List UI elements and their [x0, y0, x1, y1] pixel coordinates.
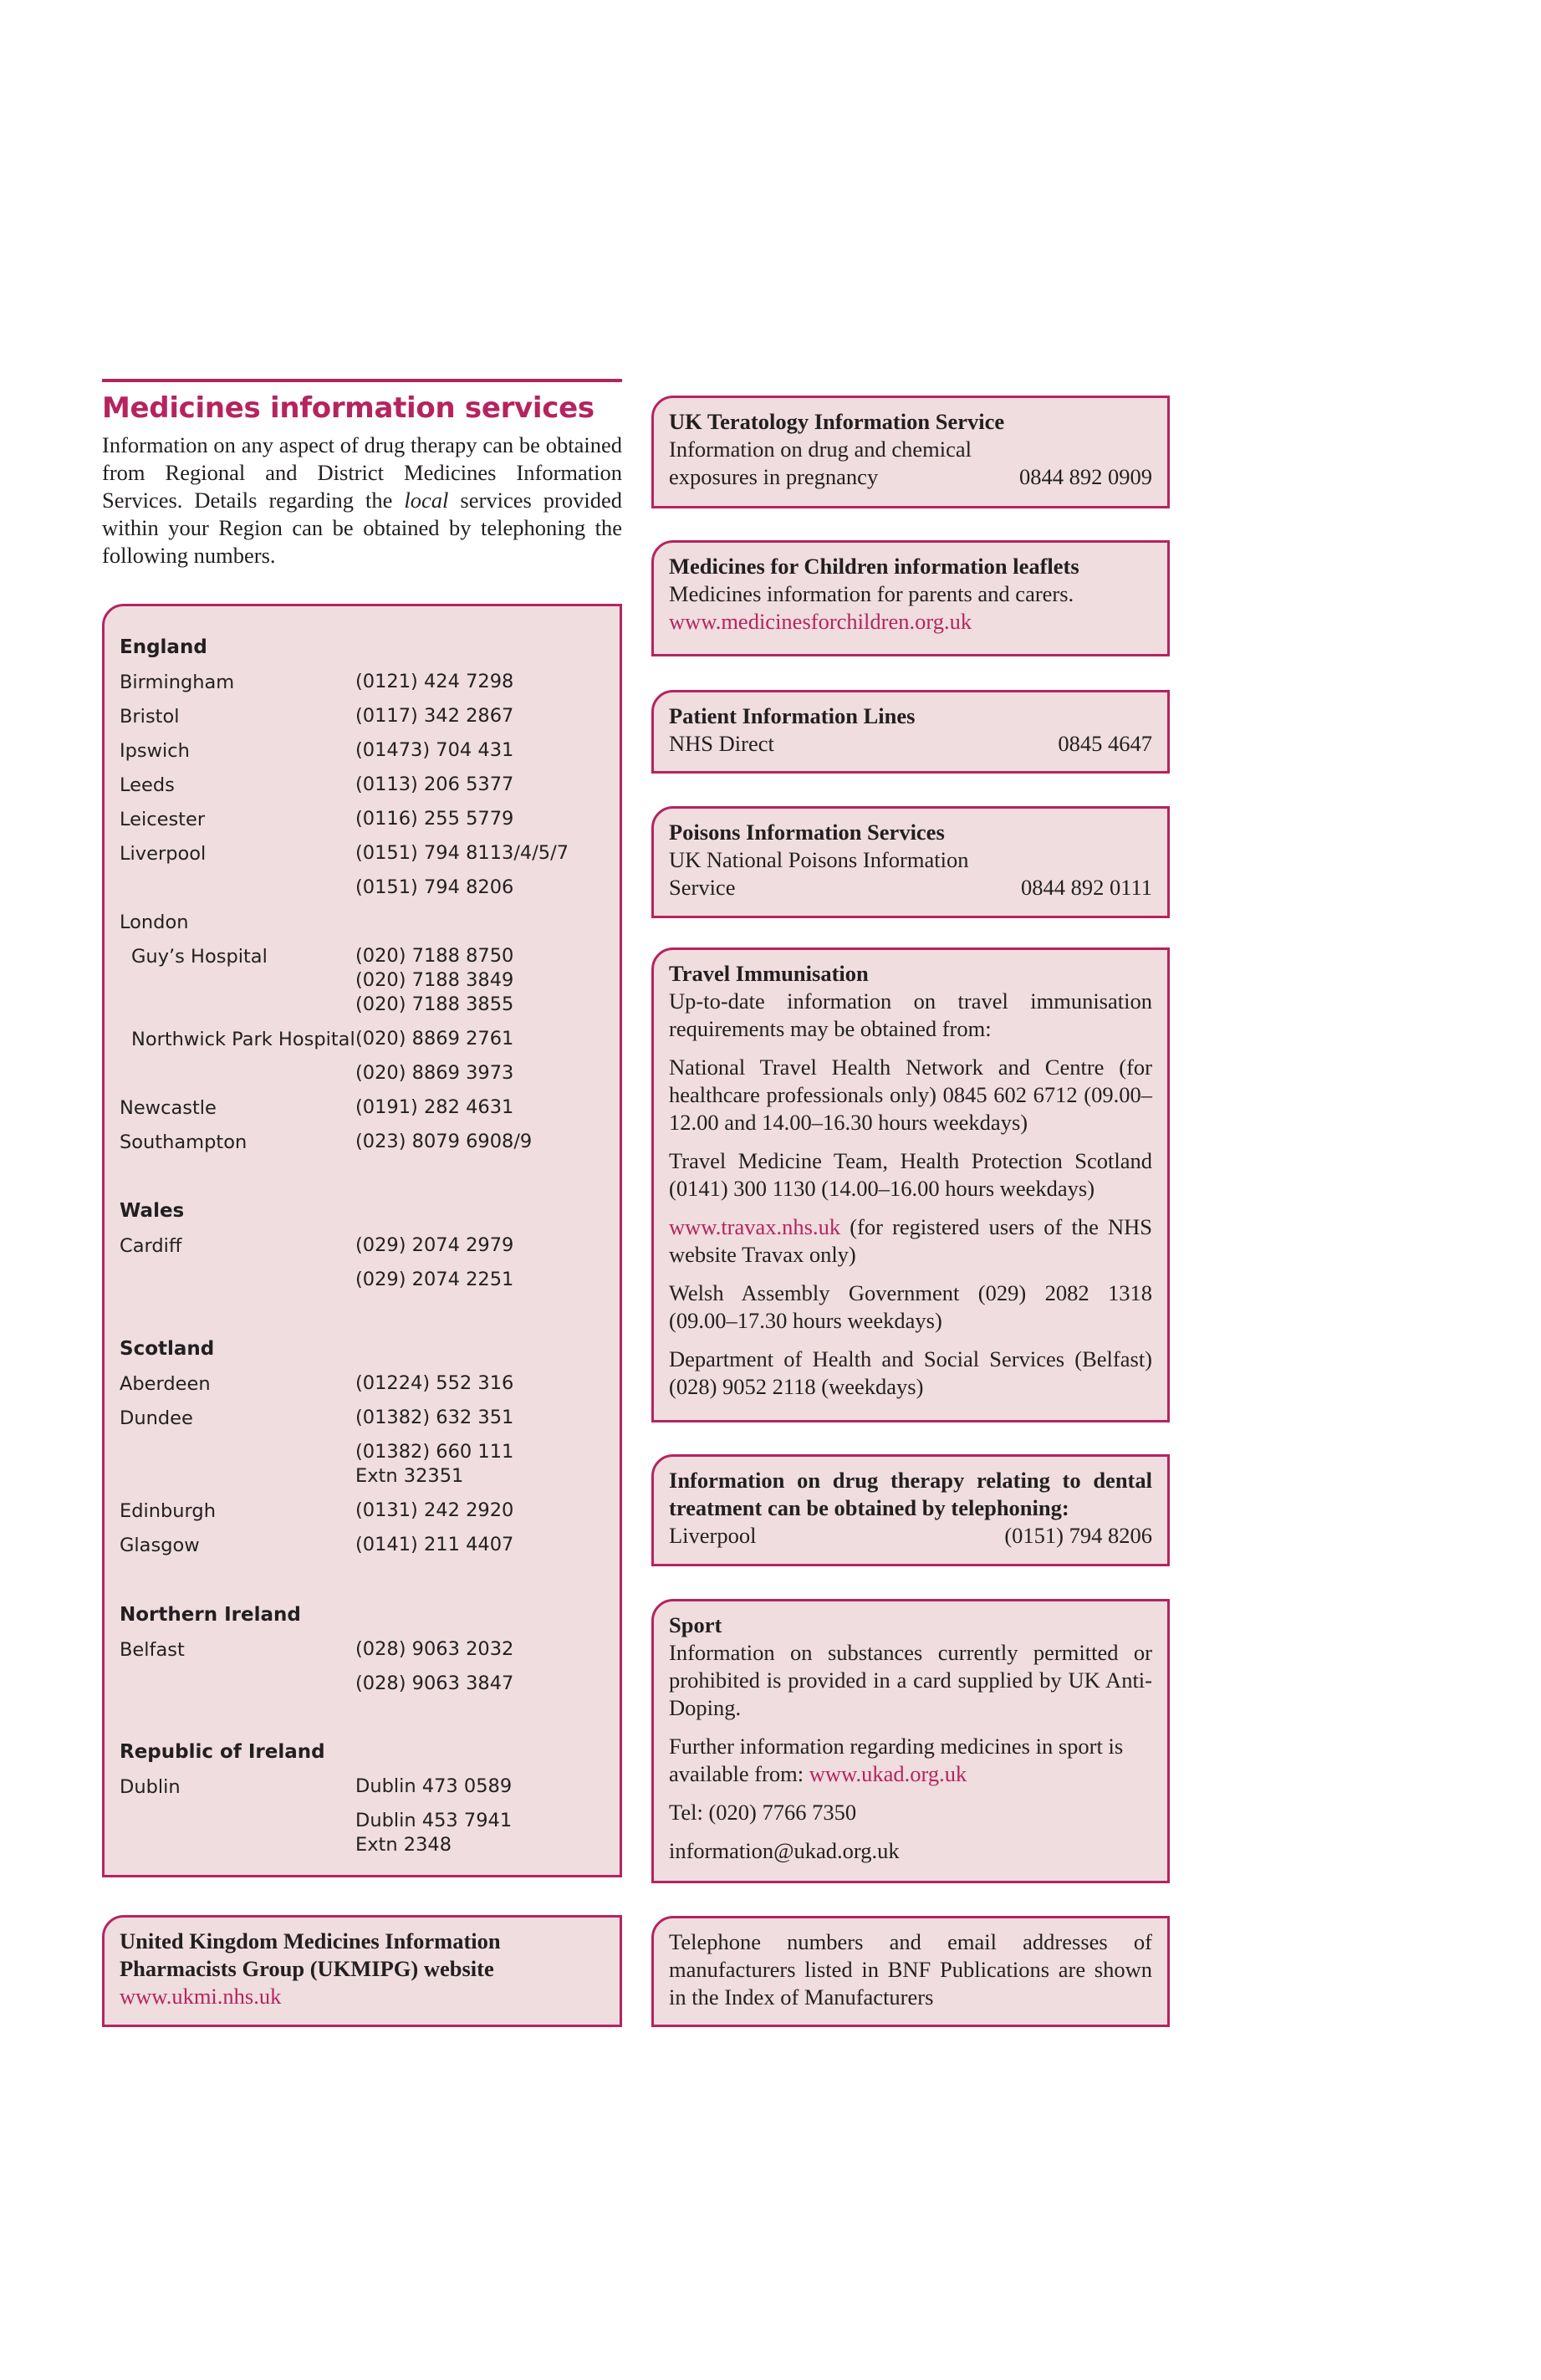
section-scotland: Scotland	[120, 1338, 215, 1360]
travax-link[interactable]: www.travax.nhs.uk	[669, 1214, 841, 1239]
teratology-title: UK Teratology Information Service	[669, 409, 1005, 434]
ukad-link[interactable]: www.ukad.org.uk	[809, 1761, 967, 1786]
manufacturers-text: Telephone numbers and email addresses of manufacturers listed in BNF Publications are shown in the Index of Manufacturers	[669, 1929, 1152, 2010]
dental-city: Liverpool	[669, 1523, 757, 1548]
teratology-line-1: Information on drug and chemical	[669, 437, 972, 462]
heading-rule	[102, 379, 622, 382]
phone-glasgow: (0141) 211 4407	[355, 1534, 514, 1555]
phone-southampton: (023) 8079 6908/9	[355, 1131, 533, 1152]
intro-text-end: services provided within your Region can be obtained by telephoning the following numbers.	[102, 488, 622, 568]
travel-belfast: Department of Health and Social Services (Belfast) (028) 9052 2118 (weekdays)	[669, 1346, 1152, 1399]
travel-welsh-assembly: Welsh Assembly Government (029) 2082 1318 (09.00–17.30 hours weekdays)	[669, 1280, 1152, 1333]
phone-belfast-1: (028) 9063 2032	[355, 1638, 514, 1660]
sport-email[interactable]: information@ukad.org.uk	[669, 1838, 900, 1863]
city-newcastle: Newcastle	[120, 1097, 217, 1119]
sport-info: Information on substances currently permitted or prohibited is provided in a card supplied by UK Anti-Doping.	[669, 1640, 1152, 1720]
section-republic-of-ireland: Republic of Ireland	[120, 1741, 325, 1763]
city-bristol: Bristol	[120, 706, 180, 728]
intro-text-start: Information on any aspect of drug therapy can be obtained from Regional and District Medicines Information Services. Details regarding the	[102, 432, 622, 513]
children-text: Medicines information for parents and carers.	[669, 581, 1074, 606]
travel-scotland-team: Travel Medicine Team, Health Protection Scotland (0141) 300 1130 (14.00–16.00 hours weekdays)	[669, 1148, 1152, 1201]
sport-further-info	[669, 1733, 1152, 1788]
travax-text: (for registered users of the NHS website Travax only)	[669, 1214, 1152, 1267]
sport-tel: Tel: (020) 7766 7350	[669, 1800, 857, 1825]
section-northern-ireland: Northern Ireland	[120, 1604, 301, 1626]
children-leaflets-box	[651, 540, 1170, 656]
sport-further-text: Further information regarding medicines in sport is available from:	[669, 1734, 1124, 1786]
patient-lines-service: NHS Direct	[669, 731, 774, 756]
section-england: England	[120, 636, 207, 658]
phone-newcastle: (0191) 282 4631	[355, 1096, 514, 1118]
patient-lines-title: Patient Information Lines	[669, 703, 916, 728]
patient-lines-box	[651, 690, 1170, 774]
phone-edinburgh: (0131) 242 2920	[355, 1499, 514, 1521]
regional-directory-box	[102, 604, 622, 1877]
phone-liverpool-1: (0151) 794 8113/4/5/7	[355, 842, 569, 864]
city-glasgow: Glasgow	[120, 1535, 200, 1556]
phone-leicester: (0116) 255 5779	[355, 808, 514, 830]
poisons-box	[651, 806, 1170, 918]
patient-lines-phone: 0845 4647	[1058, 731, 1152, 756]
phone-cardiff-1: (029) 2074 2979	[355, 1234, 514, 1256]
city-leeds: Leeds	[120, 774, 175, 796]
ukmipg-title: United Kingdom Medicines Information Pharmacists Group (UKMIPG) website	[120, 1928, 501, 1981]
phone-ipswich: (01473) 704 431	[355, 739, 514, 761]
phone-dundee-2: (01382) 660 111	[355, 1441, 514, 1463]
teratology-box	[651, 396, 1170, 508]
phone-guys-1: (020) 7188 8750	[355, 945, 514, 967]
city-guys-hospital: Guy’s Hospital	[131, 946, 268, 968]
manufacturers-box	[651, 1916, 1170, 2027]
ukmipg-link[interactable]: www.ukmi.nhs.uk	[120, 1984, 282, 2009]
phone-aberdeen: (01224) 552 316	[355, 1372, 514, 1394]
phone-cardiff-2: (029) 2074 2251	[355, 1269, 514, 1290]
phone-northwick-2: (020) 8869 3973	[355, 1062, 514, 1084]
children-title: Medicines for Children information leaflets	[669, 554, 1079, 579]
city-northwick-park: Northwick Park Hospital	[131, 1029, 355, 1050]
ukmipg-box	[102, 1915, 622, 2027]
intro-emphasis: local	[404, 488, 449, 513]
phone-guys-3: (020) 7188 3855	[355, 993, 514, 1015]
city-dundee: Dundee	[120, 1407, 193, 1429]
travel-immunisation-box	[651, 947, 1170, 1422]
dental-phone: (0151) 794 8206	[1004, 1523, 1152, 1548]
phone-dublin-ext: Extn 2348	[355, 1834, 452, 1856]
teratology-line-2: exposures in pregnancy	[669, 464, 879, 489]
poisons-title: Poisons Information Services	[669, 820, 945, 845]
city-london: London	[120, 912, 189, 933]
phone-birmingham: (0121) 424 7298	[355, 671, 514, 692]
city-ipswich: Ipswich	[120, 740, 190, 762]
sport-title: Sport	[669, 1612, 722, 1637]
page-title: Medicines information services	[102, 391, 594, 425]
phone-liverpool-2: (0151) 794 8206	[355, 876, 514, 898]
phone-bristol: (0117) 342 2867	[355, 705, 514, 727]
sport-box	[651, 1599, 1170, 1883]
city-birmingham: Birmingham	[120, 672, 235, 693]
phone-dublin-2: Dublin 453 7941	[355, 1810, 513, 1831]
children-link[interactable]: www.medicinesforchildren.org.uk	[669, 609, 972, 634]
phone-belfast-2: (028) 9063 3847	[355, 1673, 514, 1694]
city-cardiff: Cardiff	[120, 1235, 182, 1257]
city-edinburgh: Edinburgh	[120, 1500, 216, 1522]
section-wales: Wales	[120, 1200, 185, 1222]
phone-northwick-1: (020) 8869 2761	[355, 1028, 514, 1050]
city-aberdeen: Aberdeen	[120, 1373, 211, 1395]
travel-title: Travel Immunisation	[669, 961, 869, 986]
dental-title: Information on drug therapy relating to dental treatment can be obtained by telephoning:	[669, 1468, 1152, 1520]
dental-box	[651, 1454, 1170, 1566]
travel-intro: Up-to-date information on travel immunisation requirements may be obtained from:	[669, 988, 1152, 1041]
city-belfast: Belfast	[120, 1639, 185, 1661]
phone-dundee-ext: Extn 32351	[355, 1465, 464, 1487]
city-southampton: Southampton	[120, 1131, 247, 1153]
poisons-phone: 0844 892 0111	[1020, 875, 1152, 900]
phone-dublin-1: Dublin 473 0589	[355, 1775, 513, 1797]
travel-travax	[669, 1213, 1152, 1269]
city-liverpool: Liverpool	[120, 843, 207, 865]
city-leicester: Leicester	[120, 809, 206, 830]
travel-national-centre: National Travel Health Network and Centre (for healthcare professionals only) 0845 602 6712 (09.00–12.00 and 14.00–16.30 hours weekdays)	[669, 1055, 1152, 1135]
poisons-line-1: UK National Poisons Information	[669, 847, 969, 872]
poisons-line-2: Service	[669, 875, 736, 900]
phone-dundee-1: (01382) 632 351	[355, 1407, 514, 1428]
city-dublin: Dublin	[120, 1776, 181, 1798]
phone-leeds: (0113) 206 5377	[355, 774, 514, 795]
teratology-phone: 0844 892 0909	[1019, 464, 1152, 489]
phone-guys-2: (020) 7188 3849	[355, 969, 514, 991]
intro-paragraph	[102, 432, 622, 569]
